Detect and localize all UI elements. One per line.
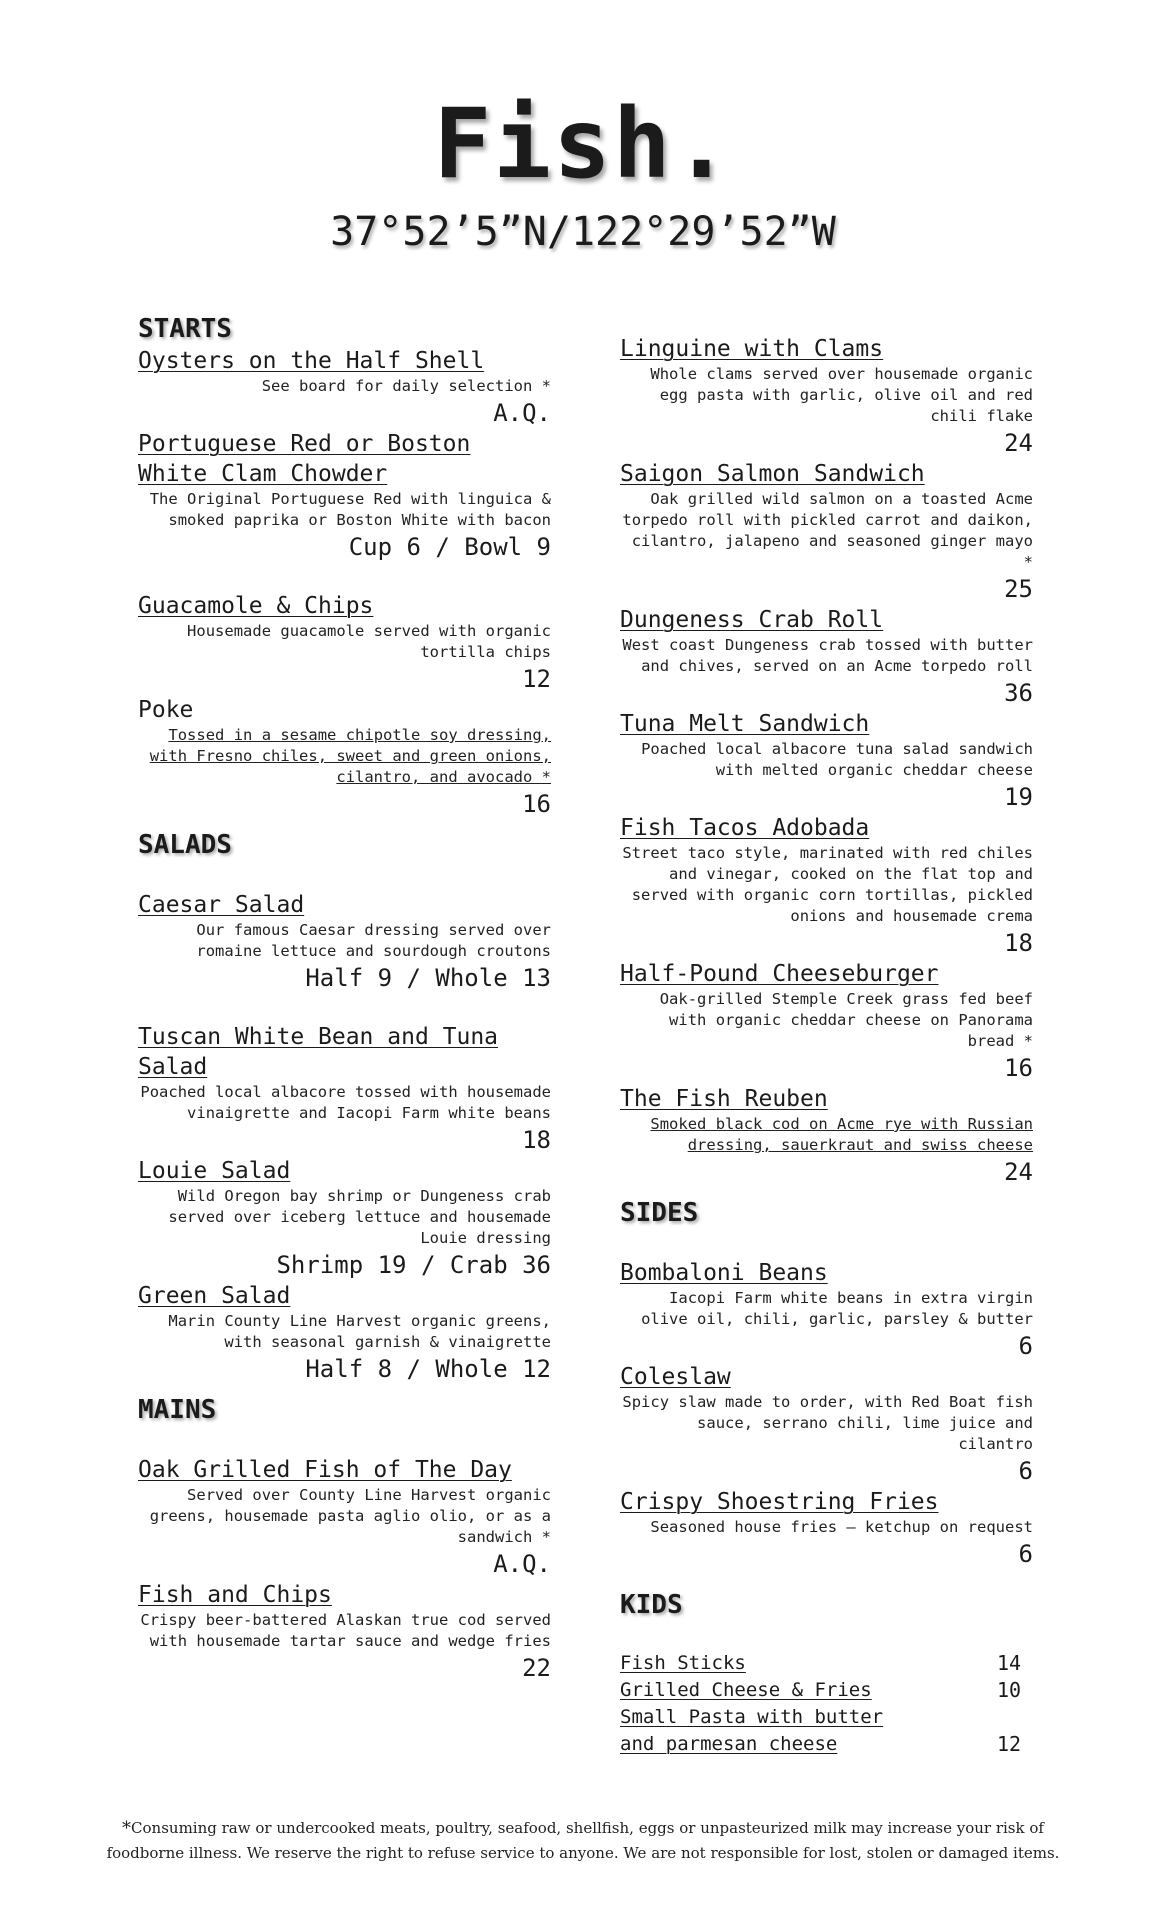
item-description: Wild Oregon bay shrimp or Dungeness crab served over iceberg lettuce and housemade Louie dressing [168, 1187, 551, 1247]
menu-header [0, 88, 1166, 256]
item-price: 36 [1004, 679, 1033, 707]
menu-item [620, 709, 1033, 813]
menu-item [620, 1258, 1033, 1362]
item-description: Poached local albacore tuna salad sandwich with melted organic cheddar cheese [641, 740, 1033, 779]
item-name: Crispy Shoestring Fries [620, 1489, 939, 1515]
menu-item [620, 1487, 1033, 1570]
item-price: 22 [522, 1654, 551, 1682]
item-name: Tuna Melt Sandwich [620, 711, 870, 737]
item-description: Oak-grilled Stemple Creek grass fed beef with organic cheddar cheese on Panorama bread * [659, 990, 1033, 1050]
disclaimer-line-1 [0, 1816, 1166, 1841]
location-coordinates: 37°52’5”N/122°29’52”W [330, 209, 836, 255]
menu-item [138, 890, 551, 994]
item-name: Portuguese Red or Boston White Clam Chowder [138, 431, 471, 487]
item-description: Marin County Line Harvest organic greens, with seasonal garnish & vinaigrette [168, 1312, 551, 1351]
item-price: 18 [1004, 929, 1033, 957]
item-price: 14 [997, 1651, 1022, 1675]
menu-item [138, 429, 551, 563]
item-price: 25 [1004, 575, 1033, 603]
item-name: Small Pasta with butter and parmesan cheese [620, 1706, 884, 1755]
item-price: Cup 6 / Bowl 9 [348, 533, 551, 561]
item-name: Saigon Salmon Sandwich [620, 461, 925, 487]
menu-item [138, 1455, 551, 1580]
item-name: Half-Pound Cheeseburger [620, 961, 939, 987]
item-description: West coast Dungeness crab tossed with butter and chives, served on an Acme torpedo roll [622, 636, 1033, 675]
menu-item [620, 1362, 1033, 1487]
item-price: 16 [522, 790, 551, 818]
item-price: 24 [1004, 1158, 1033, 1186]
menu-item [138, 1281, 551, 1385]
item-price: 18 [522, 1126, 551, 1154]
disclaimer-text-1: Consuming raw or undercooked meats, poultry, seafood, shellfish, eggs or unpasteurized milk may increase your risk of [131, 1819, 1044, 1837]
item-name: Guacamole & Chips [138, 593, 374, 619]
kids-item [620, 1650, 1033, 1677]
item-name: Fish and Chips [138, 1582, 332, 1608]
item-description: Spicy slaw made to order, with Red Boat fish sauce, serrano chili, lime juice and cilantro [622, 1393, 1033, 1453]
item-description: Whole clams served over housemade organic egg pasta with garlic, olive oil and red chili flake [650, 365, 1033, 425]
section-title-salads: SALADS [138, 830, 232, 860]
item-description: Street taco style, marinated with red chiles and vinegar, cooked on the flat top and served with organic corn tortillas, pickled onions and housemade crema [622, 844, 1033, 925]
menu-item [138, 1156, 551, 1281]
item-description: See board for daily selection * [261, 377, 551, 395]
kids-item [620, 1704, 1033, 1758]
section-title-mains: MAINS [138, 1395, 217, 1425]
left-column [138, 312, 551, 1684]
item-price: A.Q. [493, 399, 551, 427]
section-title-starts: STARTS [138, 314, 232, 344]
item-description: Oak grilled wild salmon on a toasted Acme torpedo roll with pickled carrot and daikon, cilantro, jalapeno and seasoned ginger mayo * [622, 490, 1033, 571]
item-name: Linguine with Clams [620, 336, 884, 362]
item-price: Half 8 / Whole 12 [305, 1355, 551, 1383]
asterisk: * [122, 1818, 132, 1839]
item-price: 12 [997, 1732, 1022, 1756]
item-name: Caesar Salad [138, 892, 305, 918]
item-description: The Original Portuguese Red with linguica & smoked paprika or Boston White with bacon [149, 490, 551, 529]
item-price: 12 [522, 665, 551, 693]
menu-item [620, 959, 1033, 1084]
menu-item [620, 813, 1033, 959]
item-name: The Fish Reuben [620, 1086, 828, 1112]
item-name: Dungeness Crab Roll [620, 607, 884, 633]
item-name: Bombaloni Beans [620, 1260, 828, 1286]
item-name: Grilled Cheese & Fries [620, 1679, 872, 1701]
menu-item [620, 459, 1033, 605]
section-title-sides: SIDES [620, 1198, 699, 1228]
item-description: Our famous Caesar dressing served over romaine lettuce and sourdough croutons [196, 921, 551, 960]
item-price: 6 [1018, 1457, 1033, 1485]
menu-item [138, 346, 551, 429]
item-name: Louie Salad [138, 1158, 291, 1184]
item-name: Coleslaw [620, 1364, 731, 1390]
disclaimer-footer [0, 1816, 1166, 1866]
item-name: Tuscan White Bean and Tuna Salad [138, 1024, 499, 1080]
item-price: 24 [1004, 429, 1033, 457]
item-description: Iacopi Farm white beans in extra virgin olive oil, chili, garlic, parsley & butter [641, 1289, 1033, 1328]
item-name: Poke [138, 697, 194, 723]
menu-item [620, 1084, 1033, 1188]
item-name: Oak Grilled Fish of The Day [138, 1457, 512, 1483]
item-price: 16 [1004, 1054, 1033, 1082]
item-price: 6 [1018, 1540, 1033, 1568]
item-price: 19 [1004, 783, 1033, 811]
item-description: Poached local albacore tossed with housemade vinaigrette and Iacopi Farm white beans [140, 1083, 551, 1122]
item-description: Crispy beer-battered Alaskan true cod served with housemade tartar sauce and wedge fries [140, 1611, 551, 1650]
item-name: Fish Tacos Adobada [620, 815, 870, 841]
item-price: 10 [997, 1678, 1022, 1702]
restaurant-title: Fish. [433, 88, 733, 200]
section-title-kids: KIDS [620, 1590, 683, 1620]
item-name: Fish Sticks [620, 1652, 746, 1674]
kids-item [620, 1677, 1033, 1704]
menu-item [138, 1022, 551, 1156]
item-name: Oysters on the Half Shell [138, 348, 485, 374]
item-description: Smoked black cod on Acme rye with Russian dressing, sauerkraut and swiss cheese [650, 1115, 1033, 1154]
item-price: A.Q. [493, 1550, 551, 1578]
menu-item [138, 695, 551, 820]
item-price: 6 [1018, 1332, 1033, 1360]
item-name: Green Salad [138, 1283, 291, 1309]
item-description: Housemade guacamole served with organic tortilla chips [187, 622, 551, 661]
right-column [620, 334, 1033, 1758]
menu-item [138, 591, 551, 695]
disclaimer-text-2: foodborne illness. We reserve the right to refuse service to anyone. We are not responsible for lost, stolen or damaged items. [106, 1844, 1060, 1862]
menu-item [138, 1580, 551, 1684]
item-price: Shrimp 19 / Crab 36 [276, 1251, 551, 1279]
item-description: Tossed in a sesame chipotle soy dressing, with Fresno chiles, sweet and green onions, cilantro, and avocado * [149, 726, 551, 786]
item-price: Half 9 / Whole 13 [305, 964, 551, 992]
menu-item [620, 605, 1033, 709]
item-description: Served over County Line Harvest organic greens, housemade pasta aglio olio, or as a sandwich * [149, 1486, 551, 1546]
menu-item [620, 334, 1033, 459]
item-description: Seasoned house fries – ketchup on request [650, 1518, 1033, 1536]
